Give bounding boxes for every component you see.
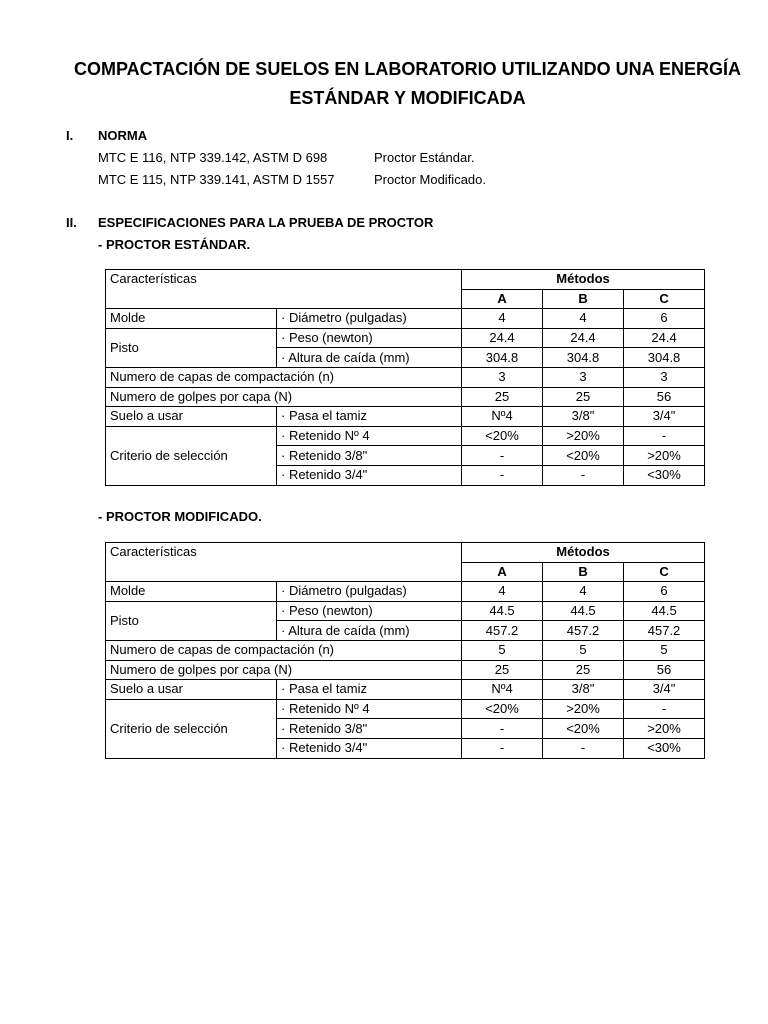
table-cell: - [543, 738, 624, 758]
table-cell: 5 [543, 640, 624, 660]
table-cell: <30% [624, 465, 705, 485]
title-line-1: COMPACTACIÓN DE SUELOS EN LABORATORIO UTILIZANDO UNA ENERGÍA [73, 59, 741, 79]
section-2-number: II. [66, 215, 77, 230]
table-row [106, 328, 705, 348]
table-cell: Nº4 [462, 407, 543, 427]
table-row [106, 387, 705, 407]
table-row [106, 543, 705, 563]
row-sublabel: · Retenido 3/4" [277, 465, 462, 485]
row-sublabel: · Retenido Nº 4 [277, 426, 462, 446]
row-label: Numero de capas de compactación (n) [106, 640, 462, 660]
table-row [106, 426, 705, 446]
table-cell: 4 [462, 309, 543, 329]
table-cell: 5 [462, 640, 543, 660]
table-row [106, 367, 705, 387]
row-sublabel: · Retenido 3/8" [277, 446, 462, 466]
methods-header: Métodos [462, 270, 705, 290]
table-cell: 4 [543, 582, 624, 602]
table-cell: 56 [624, 660, 705, 680]
table-cell: 3/4" [624, 680, 705, 700]
table-cell: - [462, 446, 543, 466]
row-label: Criterio de selección [106, 699, 277, 758]
table-cell: 24.4 [543, 328, 624, 348]
section-2-heading: ESPECIFICACIONES PARA LA PRUEBA DE PROCTOR [98, 215, 434, 230]
table-cell: 457.2 [543, 621, 624, 641]
table-cell: 3/4" [624, 407, 705, 427]
row-label: Numero de golpes por capa (N) [106, 660, 462, 680]
row-sublabel: · Retenido 3/4" [277, 738, 462, 758]
table-cell: 304.8 [543, 348, 624, 368]
table-cell: 4 [543, 309, 624, 329]
table-cell: - [462, 719, 543, 739]
norma-standards-2: MTC E 115, NTP 339.141, ASTM D 1557 [98, 172, 335, 187]
table-cell: 3 [543, 367, 624, 387]
table-cell: 44.5 [543, 601, 624, 621]
table-cell: Nº4 [462, 680, 543, 700]
table-cell: <30% [624, 738, 705, 758]
method-a-header: A [462, 562, 543, 582]
table-cell: 6 [624, 582, 705, 602]
table-cell: 457.2 [462, 621, 543, 641]
method-b-header: B [543, 289, 624, 309]
table-row [106, 640, 705, 660]
row-label: Suelo a usar [106, 407, 277, 427]
table-cell: - [462, 738, 543, 758]
table-cell: 24.4 [624, 328, 705, 348]
method-c-header: C [624, 289, 705, 309]
norma-name-1: Proctor Estándar. [374, 150, 475, 165]
row-sublabel: · Pasa el tamiz [277, 680, 462, 700]
table-row [106, 699, 705, 719]
table-cell: 6 [624, 309, 705, 329]
row-sublabel: · Peso (newton) [277, 601, 462, 621]
row-sublabel: · Retenido Nº 4 [277, 699, 462, 719]
section-1-number: I. [66, 128, 74, 143]
table-cell: >20% [624, 446, 705, 466]
characteristics-header: Características [106, 270, 462, 309]
table-cell: 3 [462, 367, 543, 387]
row-label: Pisto [106, 601, 277, 640]
table-cell: <20% [462, 426, 543, 446]
table-cell: - [624, 426, 705, 446]
norma-standards-1: MTC E 116, NTP 339.142, ASTM D 698 [98, 150, 328, 165]
methods-header: Métodos [462, 543, 705, 563]
table-cell: 304.8 [462, 348, 543, 368]
table-cell: 44.5 [462, 601, 543, 621]
table-cell: - [543, 465, 624, 485]
table-cell: 25 [462, 387, 543, 407]
row-label: Criterio de selección [106, 426, 277, 485]
row-label: Molde [106, 582, 277, 602]
row-sublabel: · Altura de caída (mm) [277, 348, 462, 368]
table-cell: 4 [462, 582, 543, 602]
section-1-heading: NORMA [98, 128, 148, 143]
document-title [60, 55, 755, 113]
table-cell: 3/8" [543, 407, 624, 427]
table-cell: >20% [543, 699, 624, 719]
proctor-standard-table [105, 269, 705, 486]
title-line-2: ESTÁNDAR Y MODIFICADA [289, 88, 526, 108]
table-row [106, 660, 705, 680]
table-row [106, 309, 705, 329]
row-sublabel: · Diámetro (pulgadas) [277, 309, 462, 329]
table-cell: <20% [543, 719, 624, 739]
row-label: Numero de capas de compactación (n) [106, 367, 462, 387]
row-label: Pisto [106, 328, 277, 367]
table-row [106, 407, 705, 427]
table-cell: 44.5 [624, 601, 705, 621]
row-label: Suelo a usar [106, 680, 277, 700]
table-cell: 25 [543, 387, 624, 407]
proctor-standard-subheading: - PROCTOR ESTÁNDAR. [98, 237, 251, 252]
row-sublabel: · Pasa el tamiz [277, 407, 462, 427]
row-sublabel: · Altura de caída (mm) [277, 621, 462, 641]
table-cell: 3/8" [543, 680, 624, 700]
row-sublabel: · Retenido 3/8" [277, 719, 462, 739]
table-cell: 5 [624, 640, 705, 660]
proctor-modified-subheading: - PROCTOR MODIFICADO. [98, 509, 262, 524]
method-a-header: A [462, 289, 543, 309]
table-row [106, 680, 705, 700]
table-cell: - [462, 465, 543, 485]
row-sublabel: · Peso (newton) [277, 328, 462, 348]
table-cell: 457.2 [624, 621, 705, 641]
row-label: Numero de golpes por capa (N) [106, 387, 462, 407]
table-row [106, 601, 705, 621]
table-cell: 3 [624, 367, 705, 387]
table-row [106, 270, 705, 290]
table-cell: <20% [462, 699, 543, 719]
table-cell: >20% [543, 426, 624, 446]
table-cell: 24.4 [462, 328, 543, 348]
table-cell: <20% [543, 446, 624, 466]
characteristics-header: Características [106, 543, 462, 582]
table-cell: 25 [462, 660, 543, 680]
table-cell: >20% [624, 719, 705, 739]
method-b-header: B [543, 562, 624, 582]
table-cell: 56 [624, 387, 705, 407]
row-label: Molde [106, 309, 277, 329]
row-sublabel: · Diámetro (pulgadas) [277, 582, 462, 602]
table-cell: 304.8 [624, 348, 705, 368]
table-cell: - [624, 699, 705, 719]
table-cell: 25 [543, 660, 624, 680]
table-row [106, 582, 705, 602]
method-c-header: C [624, 562, 705, 582]
proctor-modified-table [105, 542, 705, 759]
norma-name-2: Proctor Modificado. [374, 172, 486, 187]
